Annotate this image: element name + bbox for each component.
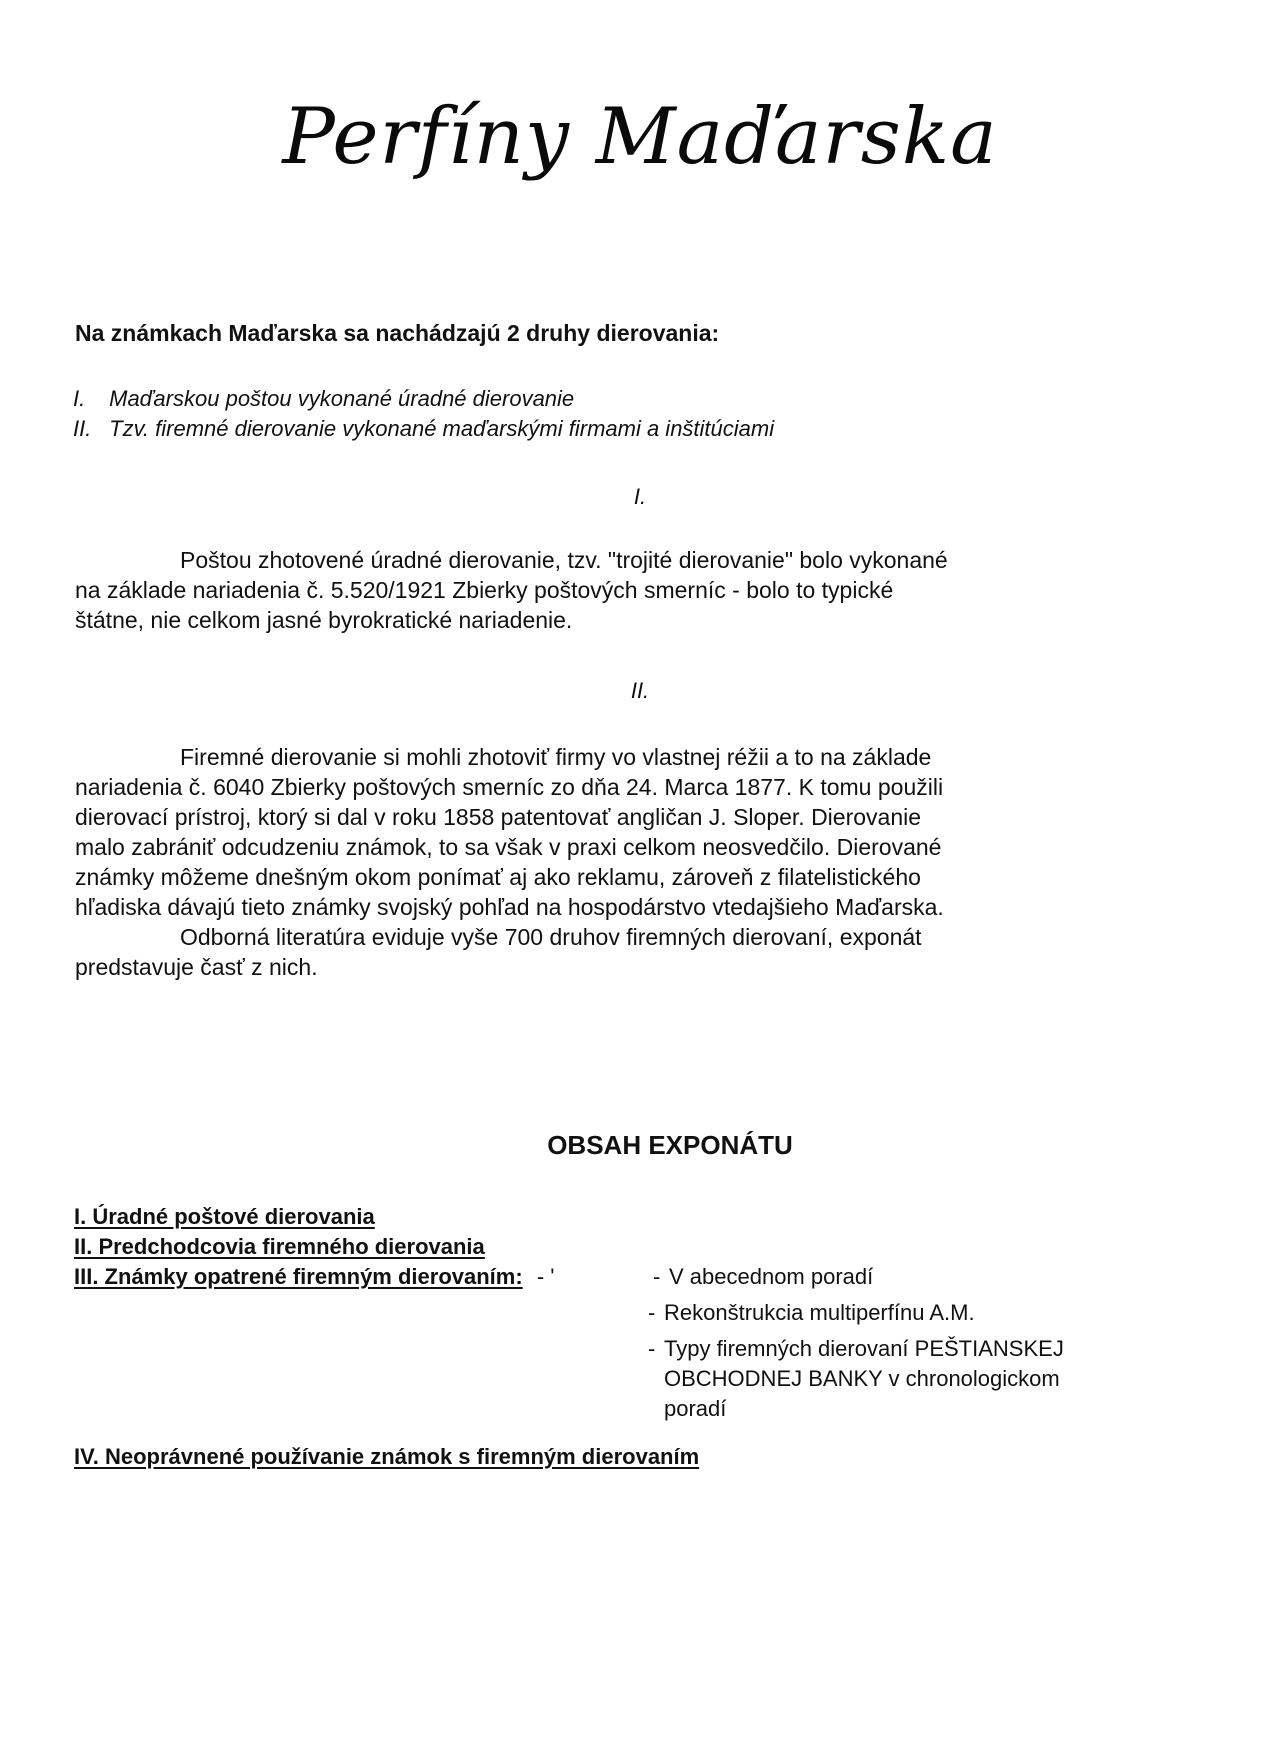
section-1-paragraph	[75, 545, 1115, 635]
intro-list	[73, 384, 774, 444]
intro-item	[73, 384, 774, 414]
contents-list	[74, 1202, 554, 1292]
contents-item: III. Známky opatrené firemným dierovaním:	[74, 1264, 523, 1289]
paragraph-line: malo zabrániť odcudzeniu známok, to sa však v praxi celkom neosvedčilo. Dierované	[75, 834, 942, 860]
subitem-dash: -	[648, 1336, 656, 1361]
intro-item-text: Maďarskou poštou vykonané úradné dierovanie	[109, 386, 575, 411]
contents-subitem	[653, 1262, 873, 1292]
contents-title: OBSAH EXPONÁTU	[547, 1130, 793, 1160]
intro-item-number: II.	[73, 416, 92, 441]
contents-subitem	[648, 1298, 1064, 1328]
subitem-text: Typy firemných dierovaní PEŠTIANSKEJ	[664, 1336, 1064, 1361]
paragraph-line: na základe nariadenia č. 5.520/1921 Zbierky poštových smerníc - bolo to typické	[75, 577, 894, 603]
intro-item	[73, 414, 774, 444]
subitem-continuation: poradí	[664, 1396, 727, 1421]
paragraph-line: nariadenia č. 6040 Zbierky poštových smerníc zo dňa 24. Marca 1877. K tomu použili	[75, 774, 944, 800]
contents-row	[74, 1262, 554, 1292]
subitem-text: Rekonštrukcia multiperfínu A.M.	[664, 1300, 975, 1325]
subitem-continuation: OBCHODNEJ BANKY v chronologickom	[664, 1366, 1060, 1391]
section-number-2: II.	[630, 678, 650, 703]
subitem-text: V abecednom poradí	[669, 1264, 874, 1289]
paragraph-line: štátne, nie celkom jasné byrokratické nariadenie.	[75, 607, 573, 633]
intro-item-number: I.	[73, 386, 86, 411]
contents-list-last	[74, 1442, 699, 1472]
contents-sublist	[653, 1262, 873, 1292]
section-2-paragraph	[75, 742, 1115, 982]
page-title: Perfíny Maďarska	[282, 92, 998, 182]
contents-item: II. Predchodcovia firemného dierovania	[74, 1234, 485, 1259]
paragraph-line: známky môžeme dnešným okom ponímať aj ako reklamu, zároveň z filatelistického	[75, 864, 921, 890]
contents-subitem	[648, 1334, 1064, 1364]
paragraph-line: Poštou zhotovené úradné dierovanie, tzv. "trojité dierovanie" bolo vykonané	[180, 547, 948, 573]
intro-item-text: Tzv. firemné dierovanie vykonané maďarskými firmami a inštitúciami	[109, 416, 775, 441]
subitem-dash: -	[653, 1264, 661, 1289]
paragraph-line: Firemné dierovanie si mohli zhotoviť firmy vo vlastnej réžii a to na základe	[180, 744, 932, 770]
contents-item: IV. Neoprávnené používanie známok s firemným dierovaním	[74, 1444, 700, 1469]
paragraph-line: hľadiska dávajú tieto známky svojský pohľad na hospodárstvo vtedajšieho Maďarska.	[75, 894, 944, 920]
section-number-1: I.	[633, 484, 647, 509]
subitem-dash: -	[648, 1300, 656, 1325]
contents-sublist-rest	[648, 1298, 1064, 1424]
contents-sub-lead: - '	[536, 1264, 555, 1289]
intro-heading: Na známkach Maďarska sa nachádzajú 2 druhy dierovania:	[75, 320, 720, 346]
paragraph-line: predstavuje časť z nich.	[75, 954, 318, 980]
paragraph-line: Odborná literatúra eviduje vyše 700 druhov firemných dierovaní, exponát	[180, 924, 922, 950]
contents-item: I. Úradné poštové dierovania	[74, 1204, 375, 1229]
paragraph-line: dierovací prístroj, ktorý si dal v roku 1858 patentovať angličan J. Sloper. Dierovanie	[75, 804, 922, 830]
